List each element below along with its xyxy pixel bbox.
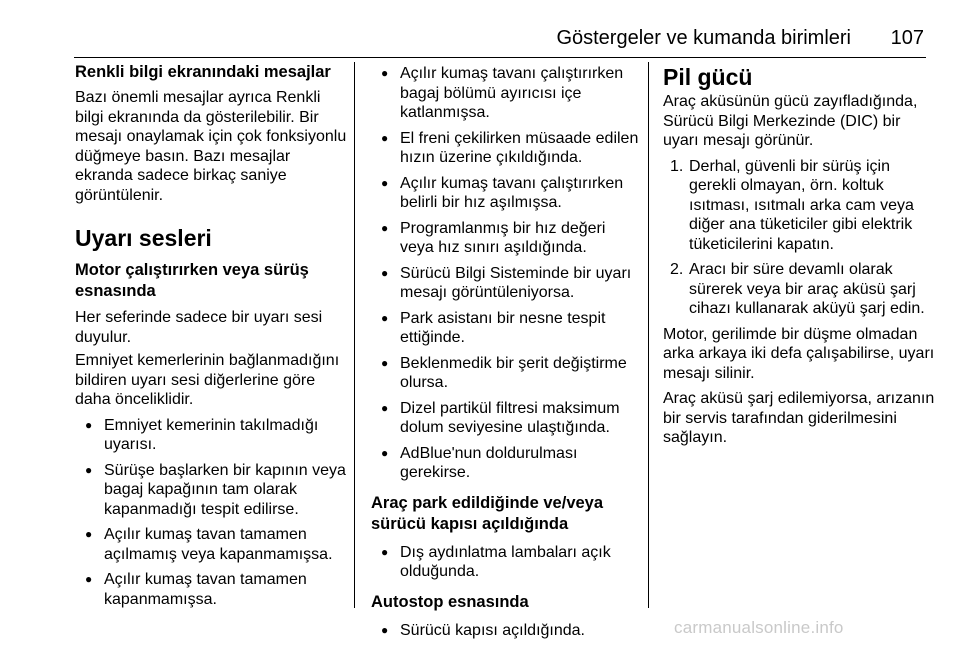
heading-engine-driving: Motor çalıştırırken veya sürüş esnasında: [75, 261, 309, 300]
parked-list: [371, 543, 643, 582]
chime-list-2: [371, 64, 643, 483]
autostop-list: [371, 621, 643, 641]
step-item: 1. Derhal, güvenli bir sürüş için gerekli olmayan, örn. koltuk ısıtması, ısıtmalı arka cam veya diğer ana tüketiciler gibi elektrik tüketicilerini kapatın.: [670, 157, 914, 253]
heading-autostop: Autostop esnasında: [371, 592, 529, 611]
chime-list-1: [75, 416, 347, 610]
paragraph-voltage: Motor, gerilimde bir düşme olmadan arka arkaya iki defa çalışabilirse, uyarı mesajı silinir.: [663, 325, 935, 382]
list-item: ● Programlanmış bir hız değeri veya hız sınırı aşıldığında.: [371, 219, 643, 258]
list-item: ● El freni çekilirken müsaade edilen hızın üzerine çıkıldığında.: [371, 129, 643, 168]
list-item: ● Park asistanı bir nesne tespit ettiğinde.: [371, 309, 643, 348]
list-item: ● Açılır kumaş tavanı çalıştırırken bagaj bölümü ayırıcısı içe katlanmışsa.: [371, 64, 643, 123]
column-divider-2: [648, 62, 649, 608]
list-item: ● Açılır kumaş tavan tamamen açılmamış veya kapanmamışsa.: [75, 525, 347, 564]
list-item: ● Emniyet kemerinin takılmadığı uyarısı.: [75, 416, 347, 455]
step-item: 2. Aracı bir süre devamlı olarak sürerek veya bir araç aküsü şarj cihazı kullanarak aküyü şarj edin.: [670, 261, 925, 317]
list-item: ● AdBlue'nun doldurulması gerekirse.: [371, 444, 643, 483]
heading-parked-door-open: Araç park edildiğinde ve/veya sürücü kapısı açıldığında: [371, 493, 604, 533]
list-item: ● Sürücü kapısı açıldığında.: [371, 621, 643, 641]
battery-steps: [663, 157, 935, 319]
page-number: 107: [890, 27, 924, 49]
column-1: [75, 62, 347, 615]
list-item: ● Sürücü Bilgi Sisteminde bir uyarı mesajı görüntüleniyorsa.: [371, 264, 643, 303]
paragraph-charge-fail: Araç aküsü şarj edilemiyorsa, arızanın bir servis tarafından giderilmesini sağlayın.: [663, 390, 935, 446]
column-divider-1: [354, 62, 355, 608]
page-header: [74, 27, 926, 58]
heading-battery-power: Pil gücü: [663, 64, 753, 90]
paragraph-battery-intro: Araç aküsünün gücü zayıfladığında, Sürücü Bilgi Merkezinde (DIC) bir uyarı mesajı görünür.: [663, 93, 918, 149]
chapter-title: Göstergeler ve kumanda birimleri: [556, 27, 851, 49]
column-3: [663, 64, 935, 452]
list-item: ● Açılır kumaş tavanı çalıştırırken belirli bir hız aşılmışsa.: [371, 174, 643, 213]
heading-warning-chimes: Uyarı sesleri: [75, 225, 212, 251]
list-item: ● Sürüşe başlarken bir kapının veya bagaj kapağının tam olarak kapanmadığı tespit edilirse.: [75, 461, 347, 520]
list-item: ● Dış aydınlatma lambaları açık olduğunda.: [371, 543, 643, 582]
column-2: [371, 64, 643, 646]
paragraph-belt-priority: Emniyet kemerlerinin bağlanmadığını bildiren uyarı sesi diğerlerine göre daha önceliklidir.: [75, 352, 340, 408]
paragraph-single-chime: Her seferinde sadece bir uyarı sesi duyulur.: [75, 309, 323, 346]
list-item: ● Açılır kumaş tavan tamamen kapanmamışsa.: [75, 570, 347, 609]
list-item: ● Beklenmedik bir şerit değiştirme olursa.: [371, 354, 643, 393]
paragraph-color-info: Bazı önemli mesajlar ayrıca Renkli bilgi ekranında da gösterilebilir. Bir mesajı onaylamak için çok fonksiyonlu düğmeye basın. Bazı mesajlar ekranda sadece birkaç saniye görüntülenir.: [75, 89, 347, 204]
heading-color-info-messages: Renkli bilgi ekranındaki mesajlar: [75, 63, 331, 81]
list-item: ● Dizel partikül filtresi maksimum dolum seviyesine ulaştığında.: [371, 399, 643, 438]
watermark: carmanualsonline.info: [674, 618, 844, 637]
